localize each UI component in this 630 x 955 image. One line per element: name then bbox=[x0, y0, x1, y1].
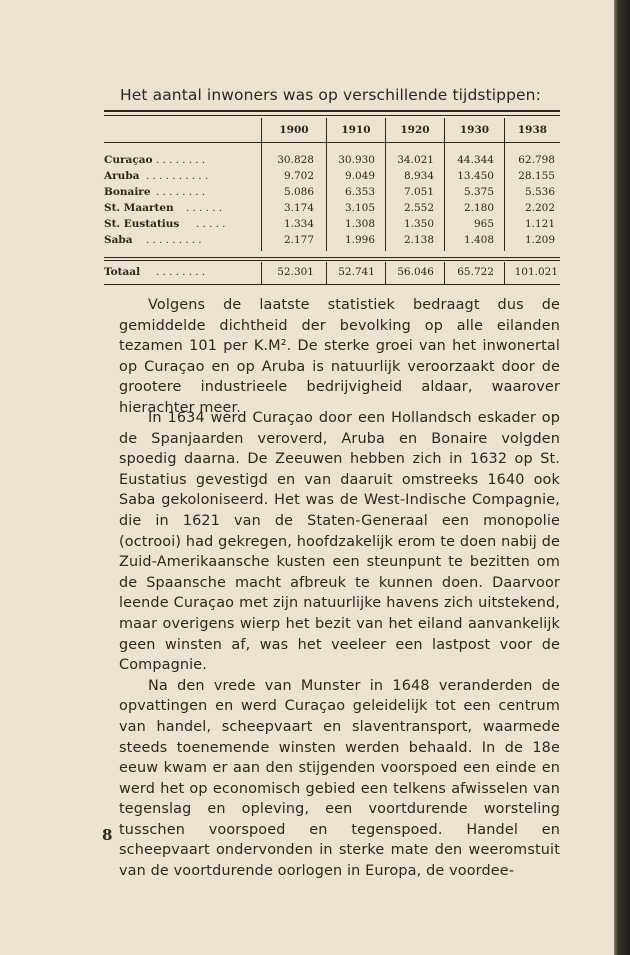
table-cell: 5.536 bbox=[524, 186, 555, 198]
year-header: 1920 bbox=[400, 124, 430, 136]
table-cell: 44.344 bbox=[457, 154, 494, 166]
table-heading: Het aantal inwoners was op verschillende tijdstippen: bbox=[120, 86, 541, 104]
total-label: Totaal bbox=[104, 266, 141, 278]
table-cell: 5.375 bbox=[463, 186, 494, 198]
header-rule bbox=[104, 142, 560, 143]
table-cell: 1.334 bbox=[283, 218, 314, 230]
table-cell: 9.702 bbox=[283, 170, 314, 182]
leader-dots: ........ bbox=[156, 266, 209, 278]
table-cell: 2.180 bbox=[463, 202, 494, 214]
row-label: Curaçao bbox=[104, 154, 153, 166]
table-cell: 3.174 bbox=[283, 202, 314, 214]
table-cell: 28.155 bbox=[518, 170, 555, 182]
total-cell: 65.722 bbox=[457, 266, 494, 278]
total-rule-2 bbox=[104, 260, 560, 261]
table-cell: 1.121 bbox=[524, 218, 555, 230]
table-cell: 1.308 bbox=[344, 218, 375, 230]
table-cell: 1.996 bbox=[344, 234, 375, 246]
leader-dots: ..... bbox=[196, 218, 229, 230]
table-cell: 6.353 bbox=[344, 186, 375, 198]
paragraph: Na den vrede van Munster in 1648 veranderden de opvattingen en werd Curaçao geleidelijk tot een centrum van handel, scheepvaart en slaventransport, waarmede steeds toenemende winsten werden behaald. In de 18e eeuw kwam er aan den stijgenden voorspoed een einde en werd het op economisch gebied een telkens afwisselen van tegenslag en opleving, een voortdurende worsteling tusschen voorspoed en tegenspoed. Handel en scheepvaart ondervonden in sterke mate den weeromstuit van de voortdurende oorlogen in Europa, de voordee- bbox=[119, 677, 560, 880]
table-top-rule-2 bbox=[104, 115, 560, 116]
table-cell: 2.138 bbox=[403, 234, 434, 246]
table-cell: 30.930 bbox=[338, 154, 375, 166]
table-cell: 3.105 bbox=[344, 202, 375, 214]
leader-dots: ........ bbox=[156, 154, 209, 166]
row-label: Aruba bbox=[104, 170, 140, 182]
table-cell: 9.049 bbox=[344, 170, 375, 182]
book-spine-edge bbox=[614, 0, 630, 955]
year-header: 1938 bbox=[517, 124, 548, 136]
body-text-1 bbox=[119, 295, 560, 419]
table-cell: 1.209 bbox=[524, 234, 555, 246]
table-cell: 5.086 bbox=[283, 186, 314, 198]
leader-dots: ........ bbox=[156, 186, 209, 198]
table-cell: 2.552 bbox=[403, 202, 434, 214]
table-cell: 2.202 bbox=[524, 202, 555, 214]
body-text-2 bbox=[119, 408, 560, 882]
table-cell: 7.051 bbox=[403, 186, 434, 198]
row-label: St. Maarten bbox=[104, 202, 174, 214]
table-cell: 2.177 bbox=[283, 234, 314, 246]
year-header: 1900 bbox=[279, 124, 309, 136]
table-cell: 965 bbox=[473, 218, 494, 230]
table-bottom-rule bbox=[104, 284, 560, 285]
total-rule bbox=[104, 257, 560, 258]
year-header: 1910 bbox=[341, 124, 371, 136]
table-cell: 62.798 bbox=[518, 154, 555, 166]
row-label: Bonaire bbox=[104, 186, 151, 198]
page-number: 8 bbox=[102, 826, 113, 844]
total-cell: 56.046 bbox=[397, 266, 434, 278]
table-cell: 8.934 bbox=[403, 170, 434, 182]
leader-dots: ...... bbox=[186, 202, 226, 214]
row-label: St. Eustatius bbox=[104, 218, 180, 230]
total-cell: 52.301 bbox=[277, 266, 314, 278]
year-header: 1930 bbox=[459, 124, 490, 136]
table-cell: 13.450 bbox=[457, 170, 494, 182]
total-cell: 101.021 bbox=[514, 266, 558, 278]
table-cell: 1.350 bbox=[403, 218, 434, 230]
table-top-rule bbox=[104, 110, 560, 112]
paragraph: Volgens de laatste statistiek bedraagt dus de gemiddelde dichtheid der bevolking op alle eilanden tezamen 101 per K.M². De sterke groei van het inwonertal op Curaçao en op Aruba is natuurlijk veroorzaakt door de grootere industrieele bedrijvigheid aldaar, waarover hierachter meer. bbox=[119, 297, 560, 416]
paragraph: In 1634 werd Curaçao door een Hollandsch eskader op de Spanjaarden veroverd, Aruba en Bonaire volgden spoedig daarna. De Zeeuwen hebben zich in 1632 op St. Eustatius gevestigd en van daaruit omstreeks 1640 ook Saba gekoloniseerd. Het was de West-Indische Compagnie, die in 1621 van de Staten-Generaal een monopolie (octrooi) had gekregen, hoofdzakelijk erom te doen nabij de Zuid-Amerikaansche kusten een steunpunt te bezitten om de Spaansche macht afbreuk te kunnen doen. Daarvoor leende Curaçao met zijn natuurlijke havens zich uitstekend, maar overigens wierp het bezit van het eiland aanvankelijk geen winsten af, was het veeleer een lastpost voor de Compagnie. bbox=[119, 410, 560, 674]
leader-dots: .......... bbox=[146, 170, 212, 182]
leader-dots: ......... bbox=[146, 234, 205, 246]
total-cell: 52.741 bbox=[338, 266, 375, 278]
row-label: Saba bbox=[104, 234, 133, 246]
table-cell: 1.408 bbox=[463, 234, 494, 246]
table-cell: 34.021 bbox=[397, 154, 434, 166]
table-cell: 30.828 bbox=[277, 154, 314, 166]
